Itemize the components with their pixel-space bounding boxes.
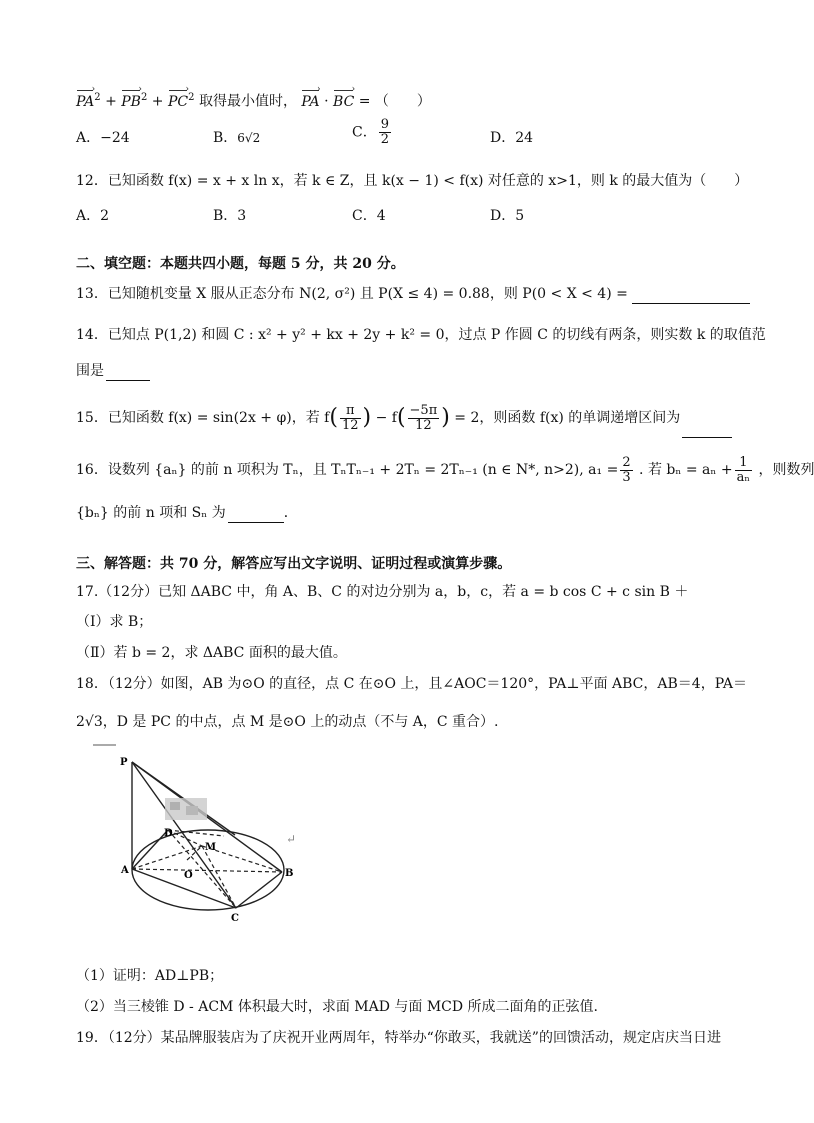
q12-option-c: C．4 xyxy=(352,208,386,224)
label-c: C xyxy=(231,913,239,924)
q15-blank xyxy=(682,437,732,438)
q11-option-a: A．−24 xyxy=(76,130,130,146)
q17-line-2: （Ⅰ）求 B； xyxy=(76,614,153,630)
label-b: B xyxy=(285,868,294,879)
q13-line: 13．已知随机变量 X 服从正态分布 N(2, σ²) 且 P(X ≤ 4) = 0.88，则 P(0 < X < 4) = xyxy=(76,284,750,304)
q11-option-c: C． $\frac{9}{2}$ xyxy=(352,117,389,147)
q17-line-1: 17.（12分）已知 ΔABC 中，角 A、B、C 的对边分别为 a，b，c，若 a = b cos C + c sin B ＋ xyxy=(76,584,689,600)
label-a: A xyxy=(121,865,129,876)
vector-pa-dot: PA › xyxy=(301,92,319,112)
label-o: O xyxy=(184,870,193,881)
vector-pc: PC › xyxy=(168,92,188,112)
q12-option-d: D．5 xyxy=(490,208,525,224)
q11-tail-line: PA ›$^2$ + PB ›$^2$ + PC ›$^2$ 取得最小值时， PA › · BC › = （ ） xyxy=(76,88,431,112)
section-2-heading: 二、填空题：本题共四小题，每题 5 分，共 20 分。 xyxy=(76,256,405,272)
vector-pa: PA › xyxy=(76,92,94,112)
q18-part-1: （1）证明：AD⊥PB； xyxy=(76,968,224,984)
label-d: D xyxy=(164,828,173,839)
q16-line-2: {bₙ} 的前 n 项和 Sₙ 为 ． xyxy=(76,505,298,521)
q16-line-1: 16．设数列 {aₙ} 的前 n 项积为 Tₙ，且 TₙTₙ₋₁ + 2Tₙ = 2Tₙ₋₁ (n ∈ N*, n>2), a₁ = $\frac{2}{3}$ . 若 bₙ = aₙ + $\frac{1}{\text{aₙ}}$ ，则数列 xyxy=(76,454,814,485)
q12-option-a: A．2 xyxy=(76,208,110,224)
q12-stem: 12．已知函数 f(x) = x + x ln x，若 k ∈ Z，且 k(x − 1) < f(x) 对任意的 x>1，则 k 的最大值为（ ） xyxy=(76,173,749,189)
q11-end-text: = （ ） xyxy=(358,93,431,110)
q18-part-2: （2）当三棱锥 D - ACM 体积最大时，求面 MAD 与面 MCD 所成二面角的正弦值. xyxy=(76,999,599,1015)
q14-line-2: 围是 xyxy=(76,361,150,381)
q19-line-1: 19．（12分）某品牌服装店为了庆祝开业两周年，特举办“你敢买，我就送”的回馈活动，规定店庆当日进 xyxy=(76,1030,721,1046)
q13-blank xyxy=(632,303,750,304)
q12-option-b: B．3 xyxy=(213,208,247,224)
q14-blank xyxy=(106,380,150,381)
q15-line: 15．已知函数 f(x) = sin(2x + φ)，若 f( $\frac{\pi}{12}$ ) − f( $\frac{-5\pi}{12}$ ) = 2，则函数 f(x) 的单调递增区间为 xyxy=(76,398,732,438)
label-m: M xyxy=(205,842,217,853)
vector-bc-dot: BC › xyxy=(333,92,354,112)
q11-option-b: B．6√2 xyxy=(213,130,261,146)
q11-option-d: D．24 xyxy=(490,130,534,146)
vector-pb: PB › xyxy=(121,92,141,112)
section-3-heading: 三、解答题：共 70 分，解答应写出文字说明、证明过程或演算步骤。 xyxy=(76,556,512,572)
q16-blank xyxy=(228,522,284,523)
geometry-figure xyxy=(90,740,310,925)
q14-line-1: 14．已知点 P(1,2) 和圆 C : x² + y² + kx + 2y + k² = 0，过点 P 作圆 C 的切线有两条，则实数 k 的取值范 xyxy=(76,327,766,343)
q18-line-1: 18．（12分）如图，AB 为⊙O 的直径，点 C 在⊙O 上，且∠AOC＝120°，PA⊥平面 ABC，AB＝4，PA＝ xyxy=(76,676,747,692)
q17-line-3: （Ⅱ）若 b = 2，求 ΔABC 面积的最大值。 xyxy=(76,645,347,661)
q18-line-2: 2√3，D 是 PC 的中点，点 M 是⊙O 上的动点（不与 A，C 重合）. xyxy=(76,714,499,730)
q11-mid-text: 取得最小值时， xyxy=(198,93,297,110)
label-p: P xyxy=(120,757,128,768)
paragraph-mark-icon: ↵ xyxy=(286,832,297,846)
